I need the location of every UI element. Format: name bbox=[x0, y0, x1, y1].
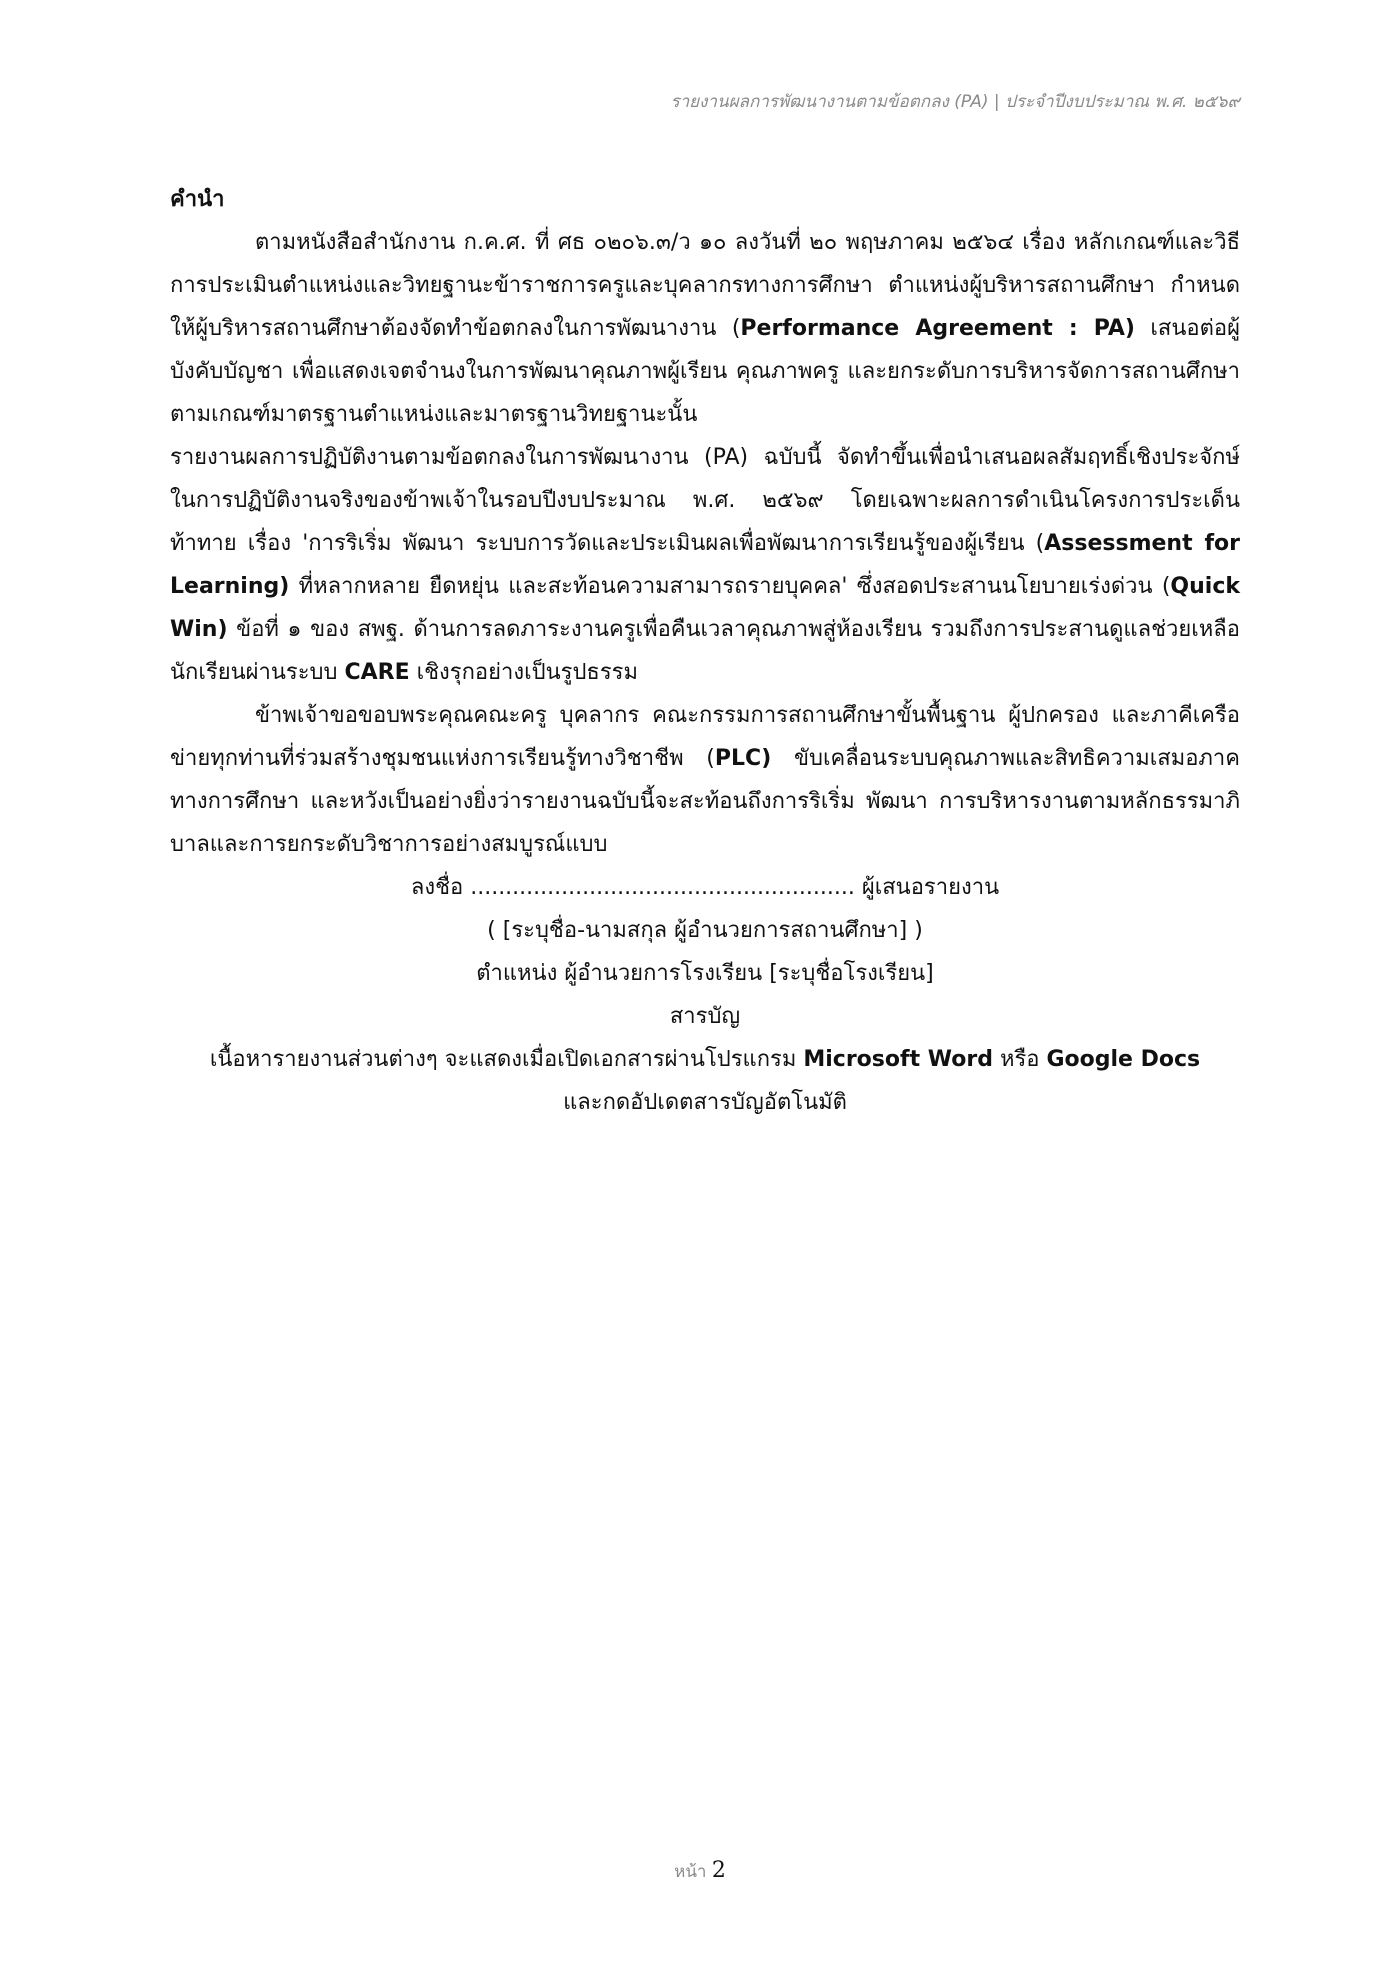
paragraph-text: รายงานผลการปฏิบัติงานตามข้อตกลงในการพัฒนางาน (PA) ฉบับนี้ จัดทำขึ้นเพื่อนำเสนอผลสัมฤทธิ์เชิงประจักษ์ในการปฏิบัติงานจริงของข้าพเจ้าในรอบปีงบประมาณ พ.ศ. ๒๕๖๙ โดยเฉพาะผลการดำเนินโครงการประเด็นท้าทาย เรื่อง 'การริเริ่ม พัฒนา ระบบการวัดและประเมินผลเพื่อพัฒนาการเรียนรู้ของผู้เรียน ( bbox=[170, 445, 1240, 556]
page-number: 2 bbox=[711, 1858, 726, 1883]
preface-paragraph-1 bbox=[170, 221, 1240, 436]
toc-note bbox=[170, 1038, 1240, 1081]
signer-position: ตำแหน่ง ผู้อำนวยการโรงเรียน [ระบุชื่อโรงเรียน] bbox=[476, 961, 934, 986]
signer-name: ( [ระบุชื่อ-นามสกุล ผู้อำนวยการสถานศึกษา] ) bbox=[487, 918, 923, 943]
paragraph-text: ข้อที่ ๑ ของ สพฐ. ด้านการลดภาระงานครูเพื่อคืนเวลาคุณภาพสู่ห้องเรียน รวมถึงการประสานดูแลช่วยเหลือนักเรียนผ่านระบบ bbox=[170, 617, 1240, 685]
table-of-contents bbox=[170, 995, 1240, 1124]
bold-term: Microsoft Word bbox=[803, 1047, 993, 1072]
page-footer bbox=[0, 1858, 1400, 1885]
page-label: หน้า bbox=[674, 1862, 712, 1882]
bold-term: CARE bbox=[344, 660, 410, 685]
running-header: รายงานผลการพัฒนางานตามข้อตกลง (PA) | ประจำปีงบประมาณ พ.ศ. ๒๕๖๙ bbox=[670, 92, 1240, 112]
preface-heading: คำนำ bbox=[170, 187, 225, 212]
document-body bbox=[170, 178, 1240, 1124]
bold-term: Quick Win) bbox=[170, 574, 1240, 642]
toc-note-line-2: และกดอัปเดตสารบัญอัตโนมัติ bbox=[563, 1090, 847, 1115]
bold-term: Performance Agreement : PA) bbox=[740, 316, 1135, 341]
bold-term: PLC) bbox=[714, 746, 772, 771]
paragraph-text: เชิงรุกอย่างเป็นรูปธรรม bbox=[409, 660, 638, 685]
signature-block bbox=[170, 866, 1240, 995]
preface-paragraph-3 bbox=[170, 694, 1240, 866]
paragraph-text: ตามหนังสือสำนักงาน ก.ค.ศ. ที่ ศธ ๐๒๐๖.๓/ว ๑๐ ลงวันที่ ๒๐ พฤษภาคม ๒๕๖๔ เรื่อง หลักเกณฑ์และวิธีการประเมินตำแหน่งและวิทยฐานะข้าราชการครูและบุคลากรทางการศึกษา ตำแหน่งผู้บริหารสถานศึกษา กำหนดให้ผู้บริหารสถานศึกษาต้องจัดทำข้อตกลงในการพัฒนางาน ( bbox=[170, 230, 1240, 341]
toc-note-text: เนื้อหารายงานส่วนต่างๆ จะแสดงเมื่อเปิดเอกสารผ่านโปรแกรม bbox=[209, 1047, 804, 1072]
paragraph-text: ขับเคลื่อนระบบคุณภาพและสิทธิความเสมอภาคทางการศึกษา และหวังเป็นอย่างยิ่งว่ารายงานฉบับนี้จะสะท้อนถึงการริเริ่ม พัฒนา การบริหารงานตามหลักธรรมาภิบาลและการยกระดับวิชาการอย่างสมบูรณ์แบบ bbox=[170, 746, 1240, 857]
toc-title: สารบัญ bbox=[669, 1004, 741, 1029]
bold-term: Google Docs bbox=[1046, 1047, 1201, 1072]
bold-term: Assessment for Learning) bbox=[170, 531, 1240, 599]
signature-line: ลงชื่อ ....................................................... ผู้เสนอรายงาน bbox=[410, 875, 1000, 900]
paragraph-text: ข้าพเจ้าขอขอบพระคุณคณะครู บุคลากร คณะกรรมการสถานศึกษาขั้นพื้นฐาน ผู้ปกครอง และภาคีเครือข่ายทุกท่านที่ร่วมสร้างชุมชนแห่งการเรียนรู้ทางวิชาชีพ ( bbox=[170, 703, 1240, 771]
toc-note-text: หรือ bbox=[992, 1047, 1047, 1072]
preface-paragraph-2 bbox=[170, 436, 1240, 694]
paragraph-text: ที่หลากหลาย ยืดหยุ่น และสะท้อนความสามารถรายบุคคล' ซึ่งสอดประสานนโยบายเร่งด่วน ( bbox=[289, 574, 1171, 599]
paragraph-text: เสนอต่อผู้บังคับบัญชา เพื่อแสดงเจตจำนงในการพัฒนาคุณภาพผู้เรียน คุณภาพครู และยกระดับการบริหารจัดการสถานศึกษาตามเกณฑ์มาตรฐานตำแหน่งและมาตรฐานวิทยฐานะนั้น bbox=[170, 316, 1240, 427]
